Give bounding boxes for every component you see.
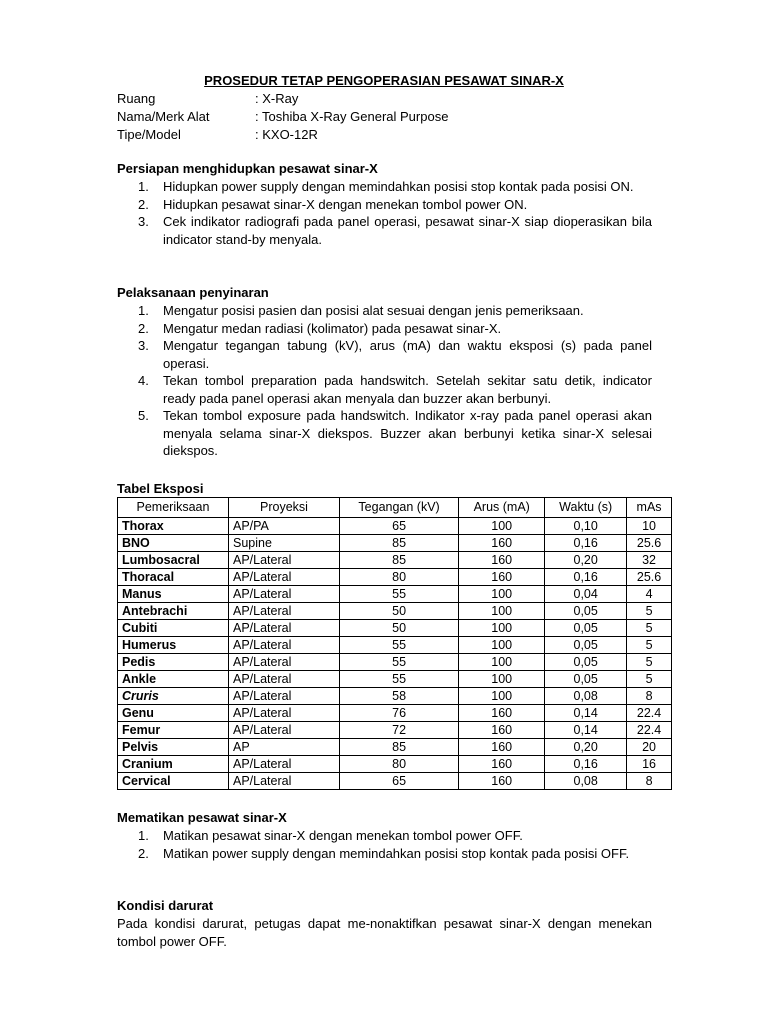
section-emergency [117, 897, 652, 951]
exposure-table [117, 497, 672, 790]
table-cell: AP/Lateral [229, 654, 340, 671]
table-cell: 80 [340, 756, 459, 773]
table-row [118, 586, 672, 603]
list-item: 3. Cek indikator radiografi pada panel operasi, pesawat sinar-X siap dioperasikan bila indicator stand-by menyala. [138, 214, 652, 247]
table-cell: 0,20 [545, 552, 627, 569]
table-cell: 4 [627, 586, 672, 603]
meta-label: Tipe/Model [117, 127, 181, 142]
meta-value: : X-Ray [255, 91, 299, 106]
table-cell: 50 [340, 620, 459, 637]
table-row [118, 688, 672, 705]
table-cell: AP/Lateral [229, 671, 340, 688]
col-header: mAs [627, 498, 672, 518]
table-cell: Genu [118, 705, 229, 722]
section-heading: Persiapan menghidupkan pesawat sinar-X [117, 161, 378, 176]
table-cell: Pelvis [118, 739, 229, 756]
table-row [118, 518, 672, 535]
equipment-info [117, 90, 448, 144]
table-cell: 0,16 [545, 535, 627, 552]
table-cell: Antebrachi [118, 603, 229, 620]
table-cell: 22.4 [627, 722, 672, 739]
col-header: Waktu (s) [545, 498, 627, 518]
table-cell: 55 [340, 671, 459, 688]
list-item: 1. Hidupkan power supply dengan memindahkan posisi stop kontak pada posisi ON. [138, 179, 634, 194]
table-row [118, 756, 672, 773]
table-cell: 100 [459, 603, 545, 620]
table-cell: 0,14 [545, 722, 627, 739]
col-header: Arus (mA) [459, 498, 545, 518]
table-cell: Thorax [118, 518, 229, 535]
table-cell: 0,08 [545, 773, 627, 790]
preparation-steps [117, 178, 652, 248]
table-cell: 100 [459, 671, 545, 688]
table-header-row [118, 498, 672, 518]
table-row [118, 620, 672, 637]
table-row [118, 603, 672, 620]
table-cell: 0,14 [545, 705, 627, 722]
table-cell: Manus [118, 586, 229, 603]
table-cell: AP/Lateral [229, 722, 340, 739]
col-header: Tegangan (kV) [340, 498, 459, 518]
table-row [118, 637, 672, 654]
table-cell: Cruris [118, 688, 229, 705]
document-title: PROSEDUR TETAP PENGOPERASIAN PESAWAT SINAR-X [204, 73, 564, 88]
table-row [118, 671, 672, 688]
list-item: 5. Tekan tombol exposure pada handswitch. Indikator x-ray pada panel operasi akan menyala selama sinar-X diekspos. Buzzer akan berbunyi ketika sinar-X selesai diekspos. [138, 408, 652, 458]
table-cell: 100 [459, 688, 545, 705]
table-cell: 0,04 [545, 586, 627, 603]
table-cell: 100 [459, 620, 545, 637]
shutdown-steps [117, 827, 652, 862]
table-cell: Ankle [118, 671, 229, 688]
table-cell: 100 [459, 637, 545, 654]
section-preparation [117, 160, 652, 248]
table-cell: 32 [627, 552, 672, 569]
table-caption: Tabel Eksposi [117, 481, 204, 496]
list-item: 3. Mengatur tegangan tabung (kV), arus (mA) dan waktu eksposi (s) pada panel operasi. [138, 338, 652, 371]
section-heading: Pelaksanaan penyinaran [117, 285, 269, 300]
meta-row-brand [117, 108, 448, 126]
table-cell: Cervical [118, 773, 229, 790]
table-cell: Cranium [118, 756, 229, 773]
table-cell: 55 [340, 586, 459, 603]
table-cell: 0,05 [545, 620, 627, 637]
table-cell: 55 [340, 637, 459, 654]
table-cell: 0,10 [545, 518, 627, 535]
table-cell: AP/Lateral [229, 569, 340, 586]
table-cell: 5 [627, 654, 672, 671]
table-cell: 80 [340, 569, 459, 586]
table-cell: 0,05 [545, 637, 627, 654]
table-cell: 160 [459, 552, 545, 569]
col-header: Proyeksi [229, 498, 340, 518]
table-cell: AP/Lateral [229, 756, 340, 773]
table-cell: 5 [627, 603, 672, 620]
table-cell: 10 [627, 518, 672, 535]
table-cell: 25.6 [627, 535, 672, 552]
table-row [118, 654, 672, 671]
meta-value: : Toshiba X-Ray General Purpose [255, 109, 449, 124]
list-item: 1. Matikan pesawat sinar-X dengan menekan tombol power OFF. [138, 828, 523, 843]
table-cell: Femur [118, 722, 229, 739]
table-cell: 25.6 [627, 569, 672, 586]
section-exposure [117, 284, 652, 460]
table-cell: AP/PA [229, 518, 340, 535]
table-cell: 65 [340, 518, 459, 535]
table-cell: 0,16 [545, 569, 627, 586]
table-cell: 20 [627, 739, 672, 756]
table-cell: Humerus [118, 637, 229, 654]
table-cell: AP [229, 739, 340, 756]
list-item: 2. Mengatur medan radiasi (kolimator) pada pesawat sinar-X. [138, 320, 502, 336]
table-cell: 50 [340, 603, 459, 620]
table-cell: 76 [340, 705, 459, 722]
table-cell: 100 [459, 654, 545, 671]
table-cell: 5 [627, 671, 672, 688]
col-header: Pemeriksaan [118, 498, 229, 518]
section-heading: Kondisi darurat [117, 898, 214, 913]
table-cell: 0,20 [545, 739, 627, 756]
table-cell: AP/Lateral [229, 603, 340, 620]
emergency-text: Pada kondisi darurat, petugas dapat me-nonaktifkan pesawat sinar-X dengan menekan tombol power OFF. [117, 916, 652, 949]
table-row [118, 773, 672, 790]
table-cell: 0,16 [545, 756, 627, 773]
table-cell: 65 [340, 773, 459, 790]
table-cell: 8 [627, 773, 672, 790]
table-cell: AP/Lateral [229, 773, 340, 790]
table-cell: 5 [627, 637, 672, 654]
table-row [118, 535, 672, 552]
table-cell: 160 [459, 773, 545, 790]
table-row [118, 705, 672, 722]
table-cell: 160 [459, 535, 545, 552]
table-cell: 160 [459, 705, 545, 722]
table-row [118, 552, 672, 569]
meta-value: : KXO-12R [255, 127, 318, 142]
table-cell: 160 [459, 569, 545, 586]
table-row [118, 722, 672, 739]
table-row [118, 569, 672, 586]
list-item: 2. Matikan power supply dengan memindahkan posisi stop kontak pada posisi OFF. [138, 845, 630, 861]
table-cell: 160 [459, 722, 545, 739]
list-item: 2. Hidupkan pesawat sinar-X dengan menekan tombol power ON. [138, 196, 528, 212]
table-cell: AP/Lateral [229, 586, 340, 603]
table-cell: 85 [340, 739, 459, 756]
section-shutdown [117, 809, 652, 862]
section-heading: Mematikan pesawat sinar-X [117, 810, 287, 825]
table-cell: 22.4 [627, 705, 672, 722]
table-cell: 85 [340, 552, 459, 569]
table-cell: AP/Lateral [229, 620, 340, 637]
meta-row-model [117, 126, 448, 144]
table-cell: 85 [340, 535, 459, 552]
table-cell: 8 [627, 688, 672, 705]
table-cell: 100 [459, 518, 545, 535]
table-cell: AP/Lateral [229, 705, 340, 722]
meta-row-room [117, 90, 448, 108]
table-cell: 0,08 [545, 688, 627, 705]
table-cell: AP/Lateral [229, 552, 340, 569]
table-cell: Supine [229, 535, 340, 552]
list-item: 4. Tekan tombol preparation pada handswitch. Setelah sekitar satu detik, indicator ready pada panel operasi akan menyala dan buzzer akan berbunyi. [138, 373, 652, 406]
table-cell: 55 [340, 654, 459, 671]
table-cell: 5 [627, 620, 672, 637]
table-cell: BNO [118, 535, 229, 552]
table-cell: 16 [627, 756, 672, 773]
table-row [118, 739, 672, 756]
table-cell: 58 [340, 688, 459, 705]
table-cell: Cubiti [118, 620, 229, 637]
list-item: 1. Mengatur posisi pasien dan posisi alat sesuai dengan jenis pemeriksaan. [138, 303, 584, 318]
table-cell: 72 [340, 722, 459, 739]
table-cell: Pedis [118, 654, 229, 671]
table-cell: Thoracal [118, 569, 229, 586]
table-cell: Lumbosacral [118, 552, 229, 569]
table-cell: 0,05 [545, 603, 627, 620]
table-cell: AP/Lateral [229, 688, 340, 705]
table-cell: 0,05 [545, 671, 627, 688]
table-cell: 0,05 [545, 654, 627, 671]
table-cell: 160 [459, 756, 545, 773]
meta-label: Nama/Merk Alat [117, 109, 210, 124]
exposure-steps [117, 302, 652, 460]
table-cell: AP/Lateral [229, 637, 340, 654]
table-cell: 160 [459, 739, 545, 756]
table-cell: 100 [459, 586, 545, 603]
meta-label: Ruang [117, 91, 156, 106]
